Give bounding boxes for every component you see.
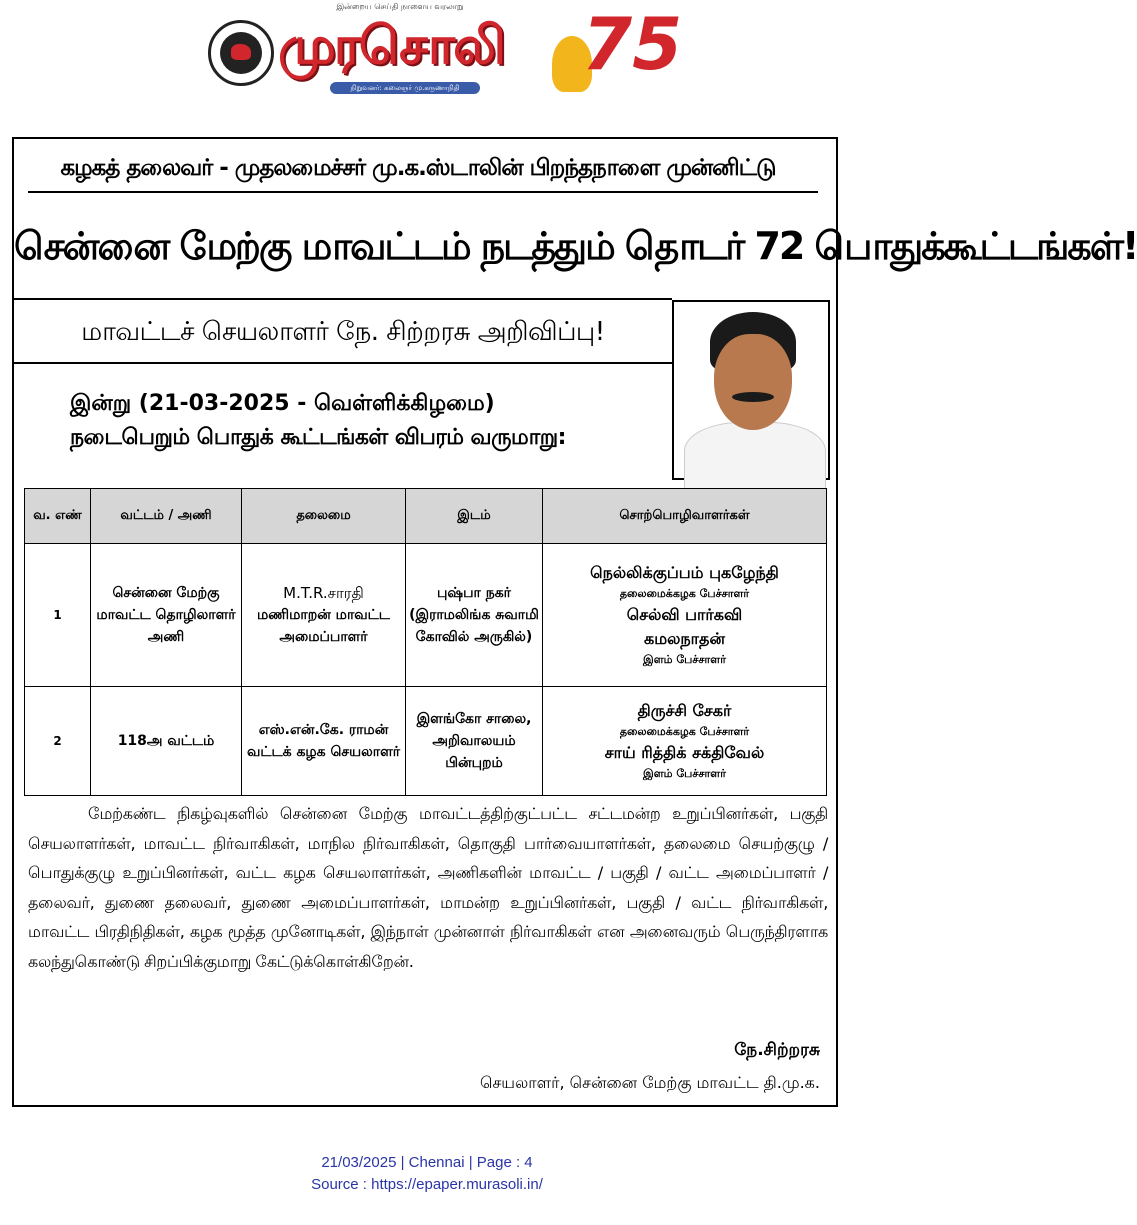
row-venue: இளங்கோ சாலை, அறிவாலயம் பின்புறம் (406, 687, 543, 796)
newspaper-logo: முரசொலி (278, 16, 504, 76)
footer-date-line: 21/03/2025 | Chennai | Page : 4 (321, 1154, 533, 1171)
speaker-role: தலைமைக்கழக பேச்சாளர் (619, 587, 750, 600)
masthead-founder-line: நிறுவனர்: கலைஞர் மு.கருணாநிதி (330, 82, 480, 94)
anniversary-emblem (552, 2, 683, 95)
header-sno: வ. எண் (25, 489, 91, 544)
header-speakers: சொற்பொழிவாளர்கள் (543, 489, 827, 544)
row-sno: 1 (25, 544, 91, 687)
headline-main: சென்னை மேற்கு மாவட்டம் நடத்தும் தொடர் 72 பொதுக்கூட்டங்கள்! (14, 224, 1137, 268)
masthead-tagline: இன்றைய செய்தி நாளைய வரலாறு (336, 2, 464, 11)
announcement-top-rule (14, 298, 672, 300)
announcement-bottom-rule (14, 362, 672, 364)
header-lead: தலைமை (242, 489, 406, 544)
speaker-role: இளம் பேச்சாளர் (643, 653, 726, 666)
anniversary-number: 75 (582, 2, 683, 86)
signature-name: நே.சிற்றரசு (734, 1040, 820, 1060)
speaker-name: செல்வி பார்கவி (626, 605, 743, 624)
secretary-photo (672, 300, 830, 480)
lead-role: மணிமாறன் மாவட்ட அமைப்பாளர் (257, 607, 390, 645)
lead-name: M.T.R.சாரதி (283, 584, 364, 602)
row-venue: புஷ்பா நகர் (இராமலிங்க சுவாமி கோவில் அருகில்) (406, 544, 543, 687)
speaker-name-cont: கமலநாதன் (644, 629, 725, 648)
masthead (200, 0, 683, 108)
lead-role: எஸ்.என்.கே. ராமன் வட்டக் கழக செயலாளர் (246, 722, 401, 760)
speaker-name: திருச்சி சேகர் (637, 701, 732, 720)
headline-top: கழகத் தலைவர் - முதலமைச்சர் மு.க.ஸ்டாலின் பிறந்தநாளை முன்னிட்டு (60, 155, 776, 181)
signature-title: செயலாளர், சென்னை மேற்கு மாவட்ட தி.மு.க. (479, 1073, 820, 1092)
appeal-paragraph: மேற்கண்ட நிகழ்வுகளில் சென்னை மேற்கு மாவட்டத்திற்குட்பட்ட சட்டமன்ற உறுப்பினர்கள், பகுதி செயலாளர்கள், மாவட்ட நிர்வாகிகள், மாநில நிர்வாகிகள், தொகுதி பார்வையாளர்கள், தலைமை செயற்குழு / பொதுக்குழு உறுப்பினர்கள், வட்ட கழக செயலாளர்கள், அணிகளின் மாவட்ட / பகுதி / வட்ட அமைப்பாளர் / தலைவர், துணை தலைவர், துணை அமைப்பாளர்கள், மாமன்ற உறுப்பினர்கள், பகுதி / வட்ட நிர்வாகிகள், மாவட்ட பிரதிநிதிகள், கழக மூத்த முனோடிகள், இந்நாள் முன்னாள் நிர்வாகிகள் என அனைவரும் பெருந்திரளாக கலந்துகொண்டு சிறப்பிக்குமாறு கேட்டுக்கொள்கிறேன். (28, 804, 828, 971)
table-row (25, 687, 827, 796)
footer-source-link[interactable]: Source : https://epaper.murasoli.in/ (311, 1176, 543, 1193)
date-line: இன்று (21-03-2025 - வெள்ளிக்கிழமை) (70, 391, 495, 416)
header-ward: வட்டம் / அணி (91, 489, 242, 544)
speaker-role: இளம் பேச்சாளர் (643, 767, 726, 780)
meetings-table (24, 488, 827, 796)
row-ward: 118அ வட்டம் (91, 687, 242, 796)
headline-divider (28, 191, 818, 193)
row-sno: 2 (25, 687, 91, 796)
intro-line: நடைபெறும் பொதுக் கூட்டங்கள் விபரம் வருமாறு: (70, 425, 566, 450)
row-lead (242, 544, 406, 687)
header-venue: இடம் (406, 489, 543, 544)
page-footer (0, 1152, 854, 1196)
row-speakers (543, 544, 827, 687)
row-ward: சென்னை மேற்கு மாவட்ட தொழிலாளர் அணி (91, 544, 242, 687)
speaker-name: நெல்லிக்குப்பம் புகழேந்தி (590, 563, 779, 582)
row-lead (242, 687, 406, 796)
table-header-row (25, 489, 827, 544)
speaker-name: சாய் ரித்திக் சக்திவேல் (604, 743, 765, 762)
table-row (25, 544, 827, 687)
row-speakers (543, 687, 827, 796)
speaker-role: தலைமைக்கழக பேச்சாளர் (619, 725, 750, 738)
party-seal-icon (208, 20, 274, 86)
announcement-banner: மாவட்டச் செயலாளர் நே. சிற்றரசு அறிவிப்பு! (81, 317, 605, 347)
